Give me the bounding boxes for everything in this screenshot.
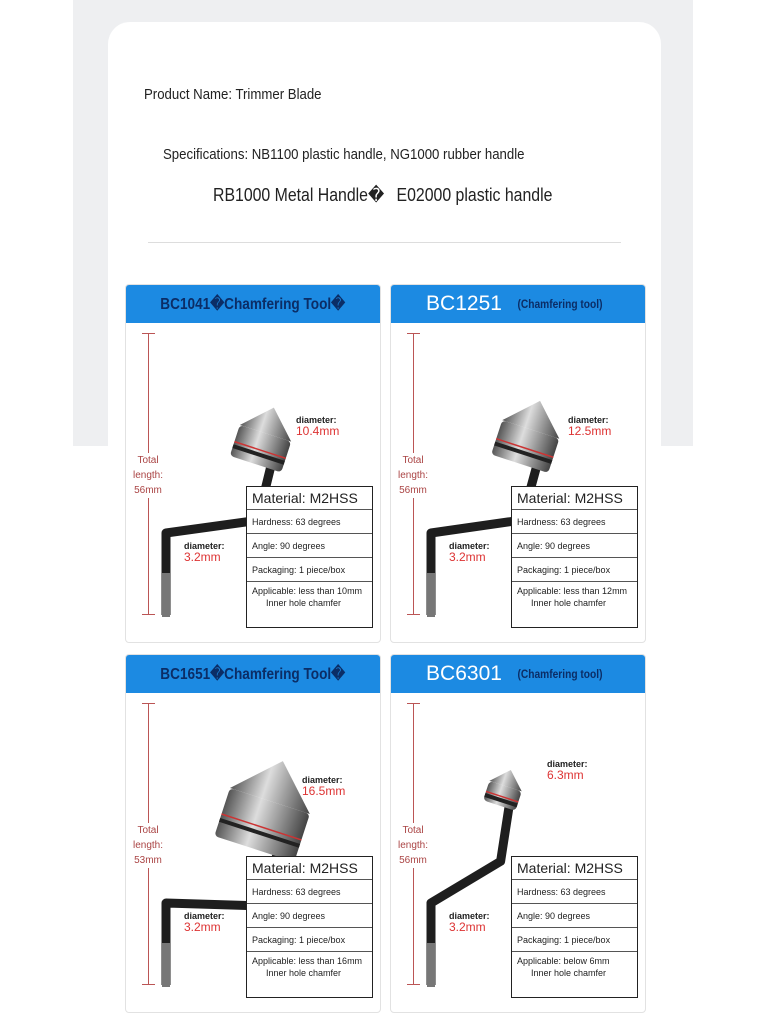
shank-diameter-value: 3.2mm bbox=[184, 920, 221, 934]
total-length-label: Total length: 56mm bbox=[393, 823, 433, 868]
spec-e02000: E02000 plastic handle bbox=[396, 185, 553, 205]
head-diameter bbox=[568, 415, 611, 437]
spec-material: Material: M2HSS bbox=[247, 487, 372, 510]
spec-table bbox=[511, 486, 638, 628]
spec-table bbox=[511, 856, 638, 998]
head-diameter bbox=[302, 775, 345, 797]
spec-packaging: Packaging: 1 piece/box bbox=[247, 558, 372, 582]
product-card bbox=[125, 284, 381, 643]
total-length-label: Total length: 56mm bbox=[128, 453, 168, 498]
shank-diameter-label: diameter: bbox=[449, 541, 490, 551]
spec-hardness: Hardness: 63 degrees bbox=[512, 510, 637, 534]
spec-packaging: Packaging: 1 piece/box bbox=[512, 928, 637, 952]
spec-applicable-cell bbox=[512, 952, 637, 978]
shank-diameter-label: diameter: bbox=[184, 541, 225, 551]
spec-applicable-cell bbox=[247, 582, 372, 608]
shank-diameter-label: diameter: bbox=[184, 911, 225, 921]
spec-material: Material: M2HSS bbox=[512, 857, 637, 880]
spec-applicable: Applicable: less than 10mm bbox=[252, 586, 363, 596]
product-card bbox=[390, 654, 646, 1013]
blade-shank bbox=[427, 943, 435, 987]
spec-use: Inner hole chamfer bbox=[266, 968, 342, 978]
shank-diameter-value: 3.2mm bbox=[449, 920, 486, 934]
product-header bbox=[126, 285, 380, 323]
blade-shank bbox=[427, 573, 435, 617]
total-length-label: Total length: 53mm bbox=[128, 823, 168, 868]
spec-angle: Angle: 90 degrees bbox=[247, 534, 372, 558]
head-diameter-value: 12.5mm bbox=[568, 424, 612, 438]
head-diameter-value: 6.3mm bbox=[547, 768, 584, 782]
product-card bbox=[125, 654, 381, 1013]
shank-diameter-label: diameter: bbox=[449, 911, 490, 921]
spec-table bbox=[246, 856, 373, 998]
spec-packaging: Packaging: 1 piece/box bbox=[512, 558, 637, 582]
head-diameter bbox=[296, 415, 339, 437]
blade-shank bbox=[162, 943, 170, 987]
shank-diameter bbox=[449, 911, 490, 933]
spec-use: Inner hole chamfer bbox=[531, 598, 607, 608]
spec-hardness: Hardness: 63 degrees bbox=[247, 510, 372, 534]
product-card bbox=[390, 284, 646, 643]
spec-applicable-cell bbox=[512, 582, 637, 608]
specifications: Specifications: NB1100 plastic handle, NG1000 rubber handle bbox=[163, 146, 525, 163]
product-name: Product Name: Trimmer Blade bbox=[144, 86, 322, 103]
spec-use: Inner hole chamfer bbox=[266, 598, 342, 608]
spec-packaging: Packaging: 1 piece/box bbox=[247, 928, 372, 952]
head-diameter-value: 16.5mm bbox=[302, 784, 346, 798]
spec-angle: Angle: 90 degrees bbox=[247, 904, 372, 928]
blade-shank bbox=[162, 573, 170, 617]
spec-hardness: Hardness: 63 degrees bbox=[247, 880, 372, 904]
product-code: BC1041�Chamfering Tool� bbox=[160, 296, 346, 313]
shank-diameter bbox=[184, 541, 225, 563]
spec-angle: Angle: 90 degrees bbox=[512, 904, 637, 928]
blade-shaft bbox=[431, 806, 509, 985]
spec-material: Material: M2HSS bbox=[247, 857, 372, 880]
product-header bbox=[126, 655, 380, 693]
spec-applicable: Applicable: below 6mm bbox=[517, 956, 610, 966]
spec-material: Material: M2HSS bbox=[512, 487, 637, 510]
spec-rb1000: RB1000 Metal Handle� bbox=[213, 185, 385, 205]
product-code: BC1251 bbox=[426, 292, 502, 315]
shank-diameter-value: 3.2mm bbox=[184, 550, 221, 564]
head-diameter-label: diameter: bbox=[568, 415, 609, 425]
shank-diameter bbox=[449, 541, 490, 563]
head-diameter bbox=[547, 759, 588, 781]
spec-angle: Angle: 90 degrees bbox=[512, 534, 637, 558]
spec-hardness: Hardness: 63 degrees bbox=[512, 880, 637, 904]
spec-applicable: Applicable: less than 16mm bbox=[252, 956, 363, 966]
product-subtitle: (Chamfering tool) bbox=[517, 297, 603, 311]
shank-diameter bbox=[184, 911, 225, 933]
spec-applicable-cell bbox=[247, 952, 372, 978]
shank-diameter-value: 3.2mm bbox=[449, 550, 486, 564]
product-header bbox=[391, 655, 645, 693]
product-subtitle: (Chamfering tool) bbox=[517, 667, 603, 681]
specifications-line2 bbox=[213, 185, 552, 206]
head-diameter-value: 10.4mm bbox=[296, 424, 340, 438]
spec-applicable: Applicable: less than 12mm bbox=[517, 586, 628, 596]
divider bbox=[148, 242, 621, 243]
total-length-label: Total length: 56mm bbox=[393, 453, 433, 498]
head-diameter-label: diameter: bbox=[296, 415, 337, 425]
product-code: BC6301 bbox=[426, 662, 502, 685]
head-diameter-label: diameter: bbox=[302, 775, 343, 785]
head-diameter-label: diameter: bbox=[547, 759, 588, 769]
product-header bbox=[391, 285, 645, 323]
spec-use: Inner hole chamfer bbox=[531, 968, 607, 978]
spec-table bbox=[246, 486, 373, 628]
product-code: BC1651�Chamfering Tool� bbox=[160, 666, 346, 683]
